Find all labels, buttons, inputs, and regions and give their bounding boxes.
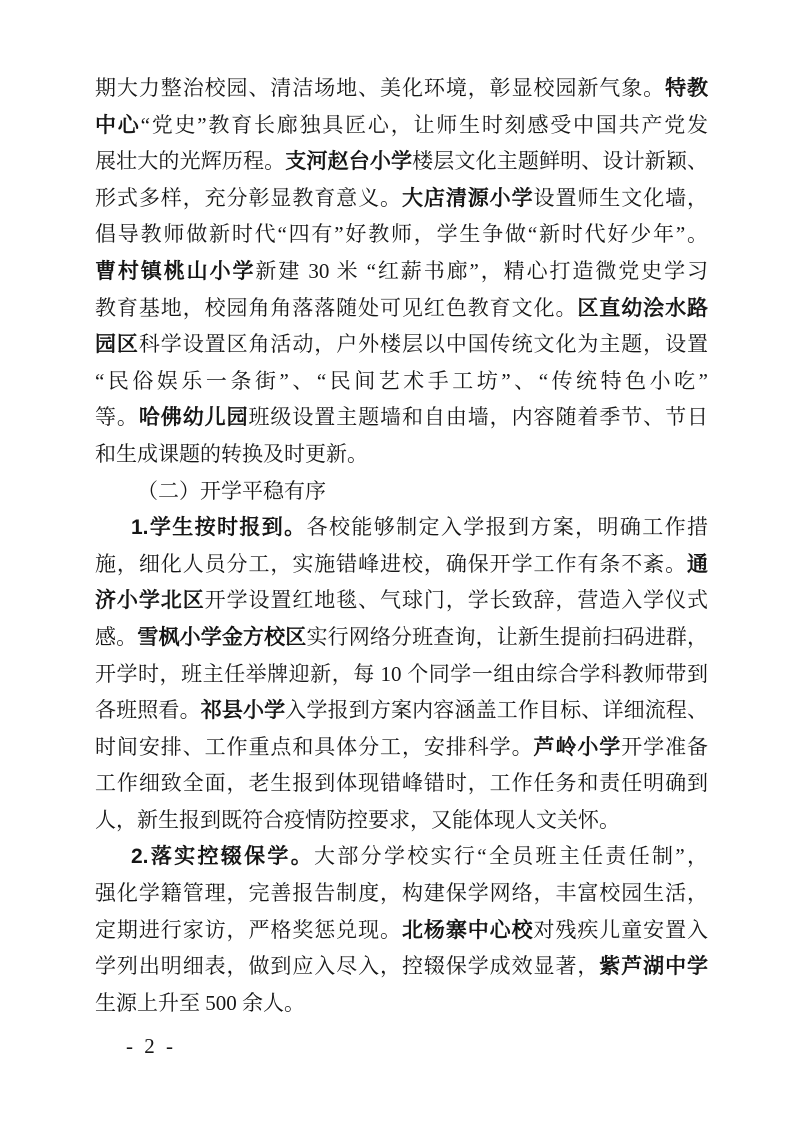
text-run-bold: 祁县小学 <box>200 699 286 723</box>
text-run-bold: 园区 <box>95 333 139 357</box>
text-run: 工作细致全面，老生报到体现错峰错时，工作任务和责任明确到 <box>95 771 708 796</box>
text-line <box>95 363 708 400</box>
text-run: 对残疾儿童安置入 <box>533 917 709 942</box>
page-number: - 2 - <box>126 1034 176 1058</box>
text-run: 生源上升至 500 余人。 <box>95 990 305 1015</box>
text-line <box>95 692 708 729</box>
text-line <box>95 436 708 473</box>
text-run-bold: 哈佛幼儿园 <box>138 406 249 430</box>
text-run: 教育基地，校园角角落落随处可见红色教育文化。 <box>95 295 578 320</box>
text-line <box>95 143 708 180</box>
text-line <box>95 802 708 839</box>
text-run: 感。 <box>95 624 138 649</box>
text-run-bold: 通 <box>687 552 708 576</box>
text-line <box>95 180 708 217</box>
text-line <box>95 656 708 693</box>
text-run: 学列出明细表，做到应入尽入，控辍保学成效显著， <box>95 954 600 979</box>
text-run: 各班照看。 <box>95 698 201 723</box>
text-run: 开学准备 <box>621 734 709 759</box>
document-body <box>95 70 708 1021</box>
text-line <box>95 729 708 766</box>
text-line <box>95 546 708 583</box>
text-run: 大部分学校实行“全员班主任责任制”， <box>314 844 709 869</box>
text-line <box>95 253 708 290</box>
text-run: 实行网络分班查询，让新生提前扫码进群， <box>306 624 709 649</box>
text-line <box>95 290 708 327</box>
text-run-bold: 支河赵台小学 <box>285 150 413 174</box>
text-run: 定期进行家访，严格奖惩兑现。 <box>95 917 402 942</box>
text-run-bold: 中心 <box>95 113 141 137</box>
text-run-bold: 曹村镇桃山小学 <box>95 259 256 283</box>
text-run-bold: 济小学北区 <box>95 589 205 613</box>
text-line <box>95 399 708 436</box>
text-run-bold: 雪枫小学金方校区 <box>137 625 307 649</box>
text-run: 人，新生报到既符合疫情防控要求，又能体现人文关怀。 <box>95 807 620 832</box>
text-line <box>95 216 708 253</box>
text-run-bold: 特教 <box>665 77 709 100</box>
text-line <box>95 509 708 546</box>
text-run-bold: 芦岭小学 <box>533 735 622 759</box>
text-run: 设置师生文化墙， <box>533 185 709 210</box>
text-line <box>95 473 708 510</box>
text-run: 各校能够制定入学报到方案，明确工作措 <box>306 515 709 540</box>
text-run: 时间安排、工作重点和具体分工，安排科学。 <box>95 734 534 759</box>
text-run: 等。 <box>95 405 139 430</box>
text-line <box>95 765 708 802</box>
text-run: 班级设置主题墙和自由墙，内容随着季节、节日 <box>248 405 709 430</box>
text-line <box>95 107 708 144</box>
text-run-bold: 2.落实控辍保学。 <box>131 845 315 869</box>
text-run: 施，细化人员分工，实施错峰进校，确保开学工作有条不紊。 <box>95 551 687 576</box>
text-run: 倡导教师做新时代“四有”好教师，学生争做“新时代好少年”。 <box>95 222 708 247</box>
text-run-bold: 区直幼浍水路 <box>577 296 709 320</box>
text-run: 开学设置红地毯、气球门，学长致辞，营造入学仪式 <box>204 588 709 613</box>
text-run: 展壮大的光辉历程。 <box>95 149 286 174</box>
text-line <box>95 70 708 107</box>
text-run: 和生成课题的转换及时更新。 <box>95 441 368 466</box>
text-run: （二）开学平稳有序 <box>137 478 326 503</box>
text-run: 入学报到方案内容涵盖工作目标、详细流程、 <box>285 698 709 723</box>
text-run: 新建 30 米 “红薪书廊”，精心打造微党史学习 <box>255 258 709 283</box>
text-run-bold: 大店清源小学 <box>401 186 534 210</box>
text-run: 楼层文化主题鲜明、设计新颖、 <box>412 149 709 174</box>
text-line <box>95 838 708 875</box>
text-run-bold: 紫芦湖中学 <box>599 955 709 979</box>
text-run: “党史”教育长廊独具匠心，让师生时刻感受中国共产党发 <box>140 112 709 137</box>
text-run-bold: 北杨寨中心校 <box>401 918 534 942</box>
text-run: 强化学籍管理，完善报告制度，构建保学网络，丰富校园生活， <box>95 881 708 906</box>
text-run: 开学时，班主任举牌迎新，每 10 个同学一组由综合学科教师带到 <box>95 661 708 686</box>
text-line <box>95 985 708 1022</box>
text-run: 期大力整治校园、清洁场地、美化环境，彰显校园新气象。 <box>95 76 666 100</box>
text-line <box>95 875 708 912</box>
text-run: “民俗娱乐一条街”、“民间艺术手工坊”、“传统特色小吃” <box>95 368 708 393</box>
text-run-bold: 1.学生按时报到。 <box>131 516 307 540</box>
text-run: 科学设置区角活动，户外楼层以中国传统文化为主题，设置 <box>138 332 709 357</box>
text-run: 形式多样，充分彰显教育意义。 <box>95 185 402 210</box>
text-line <box>95 948 708 985</box>
text-line <box>95 582 708 619</box>
text-line <box>95 912 708 949</box>
text-line <box>95 619 708 656</box>
text-line <box>95 326 708 363</box>
